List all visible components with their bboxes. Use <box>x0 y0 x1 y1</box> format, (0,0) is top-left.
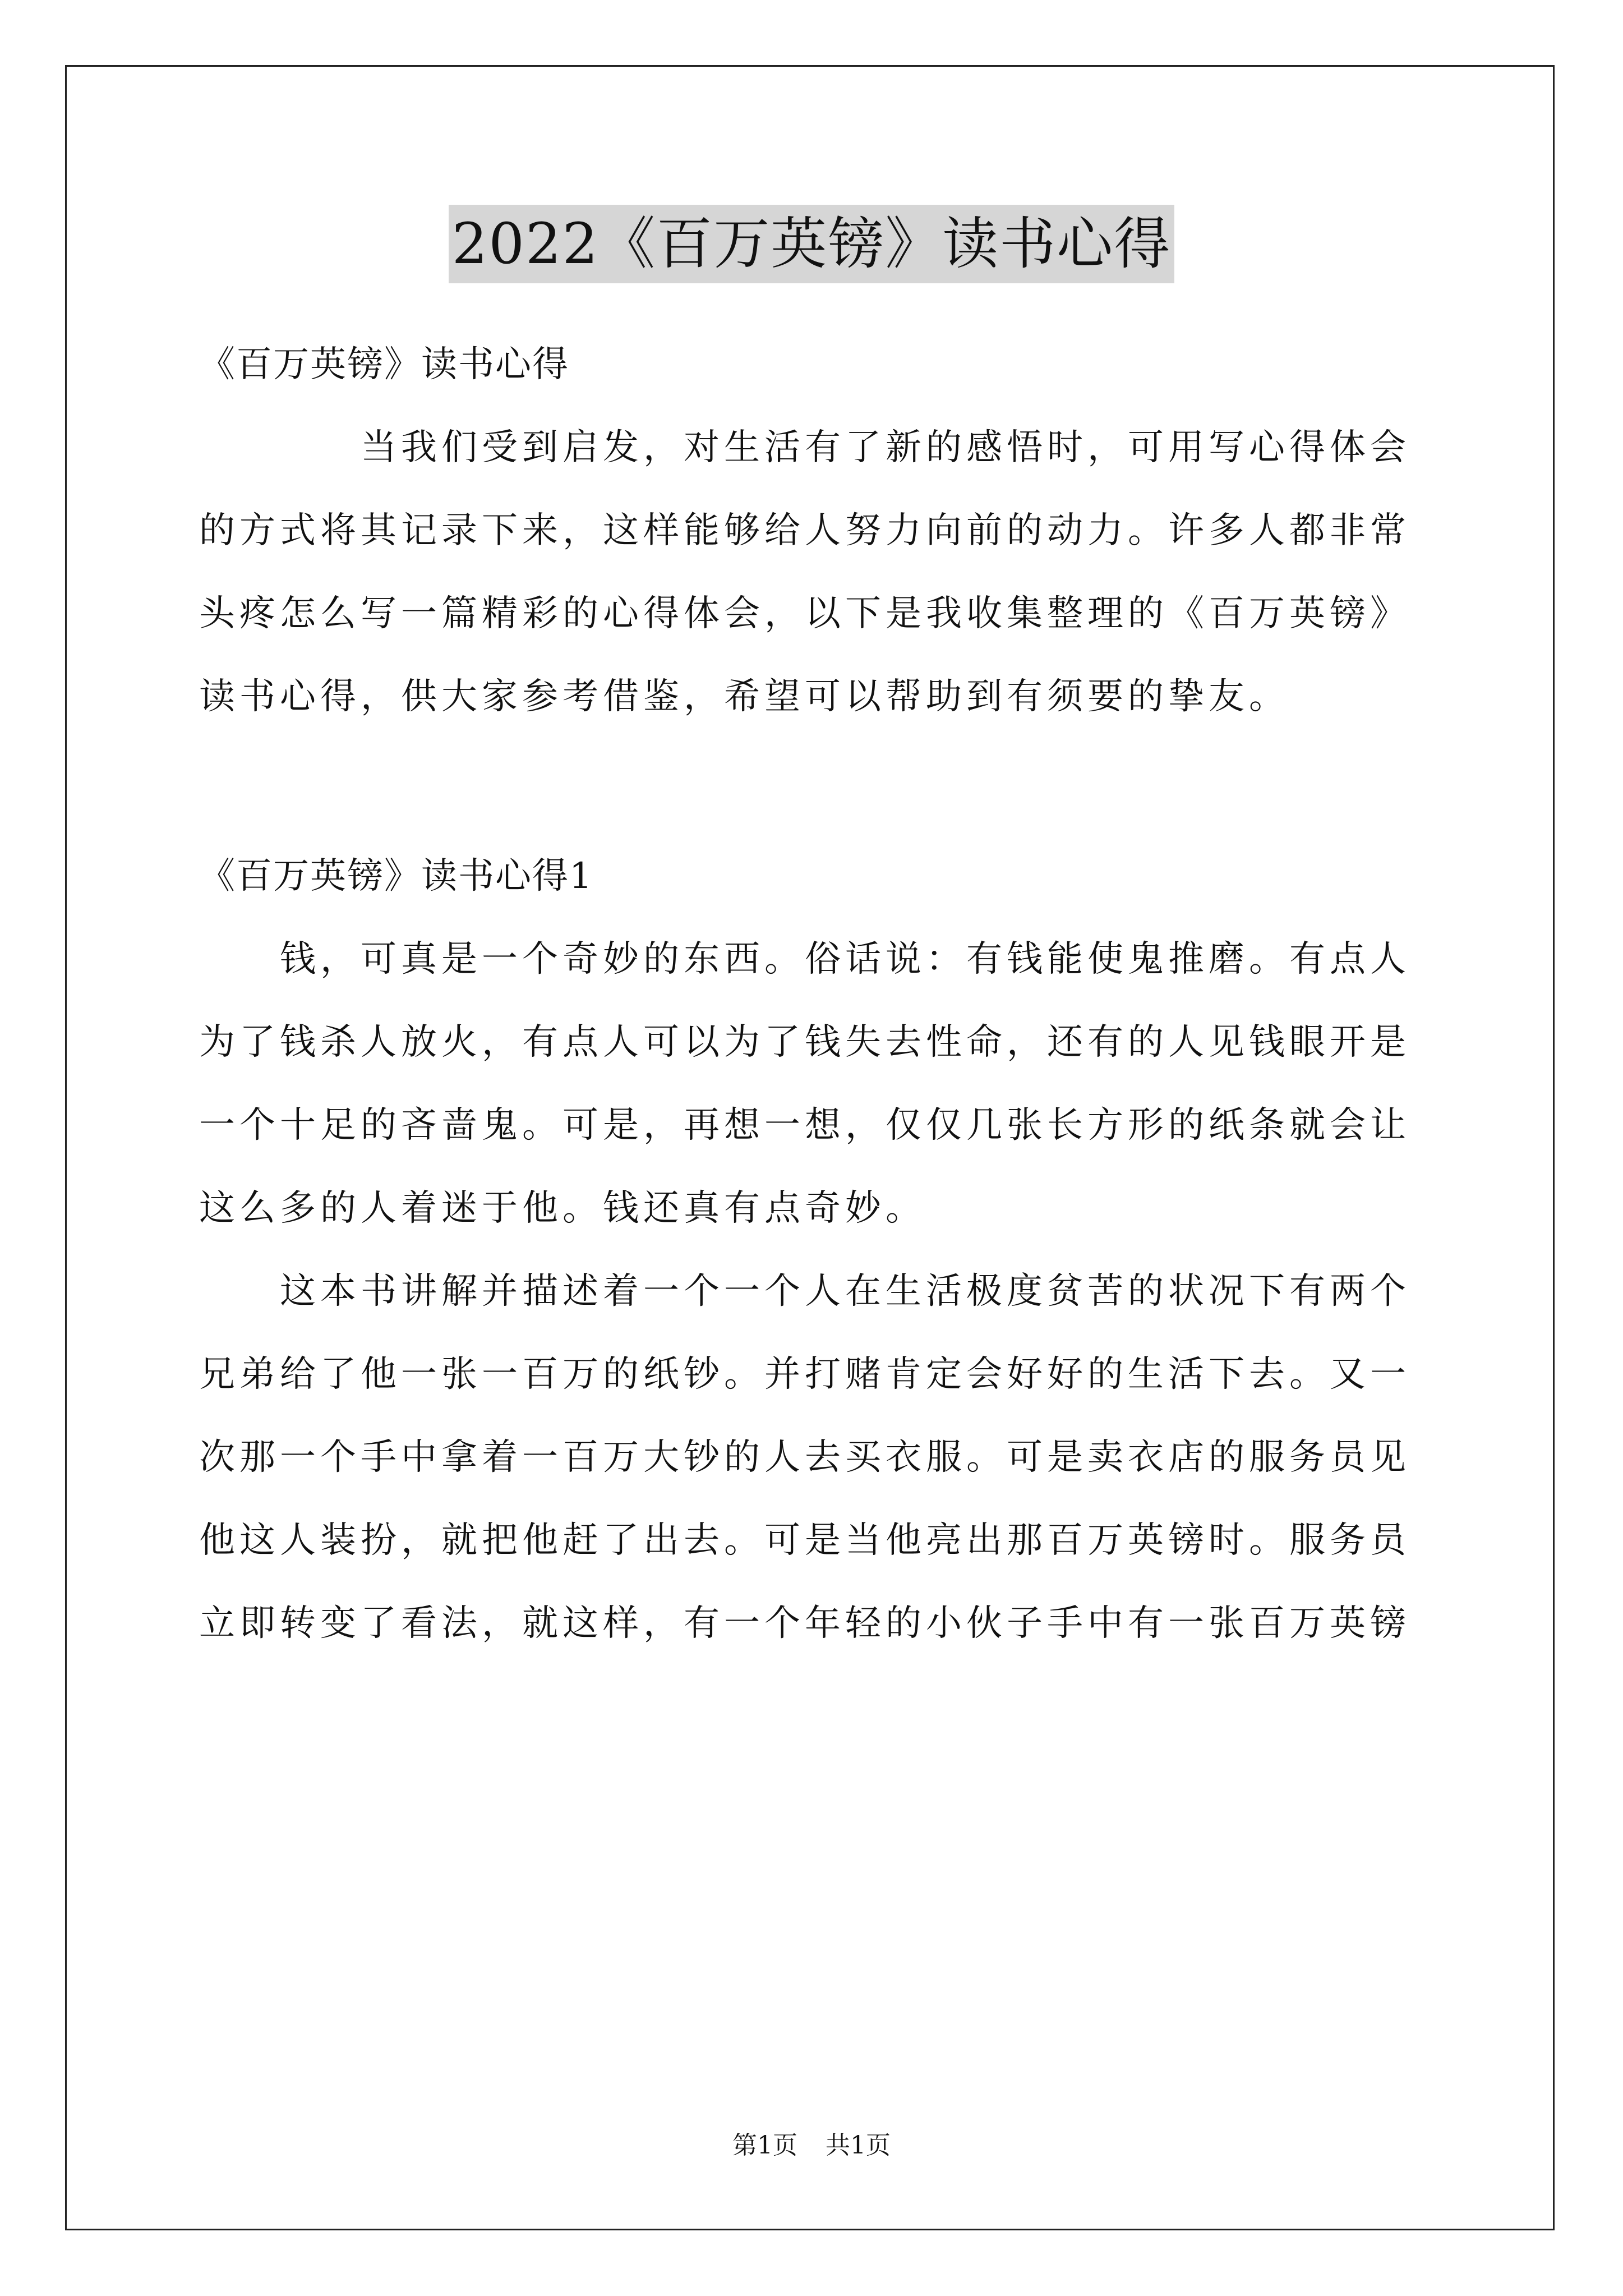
paragraph-line: 次那一个手中拿着一百万大钞的人去买衣服。可是卖衣店的服务员见 <box>199 1437 1410 1478</box>
document-body <box>199 337 1433 1651</box>
paragraph-line: 这么多的人着迷于他。钱还真有点奇妙。 <box>199 1188 926 1229</box>
section-heading: 《百万英镑》读书心得1 <box>199 855 593 897</box>
paragraph-line: 这本书讲解并描述着一个一个人在生活极度贫苦的状况下有两个 <box>280 1271 1410 1312</box>
paragraph-line: 钱，可真是一个奇妙的东西。俗话说：有钱能使鬼推磨。有点人 <box>280 938 1410 980</box>
page-footer <box>0 2129 1623 2162</box>
document-title: 2022《百万英镑》读书心得 <box>449 205 1175 283</box>
paragraph-line: 一个十足的吝啬鬼。可是，再想一想，仅仅几张长方形的纸条就会让 <box>199 1105 1410 1146</box>
intro-line: 的方式将其记录下来，这样能够给人努力向前的动力。许多人都非常 <box>199 510 1410 551</box>
paragraph-line: 他这人装扮，就把他赶了出去。可是当他亮出那百万英镑时。服务员 <box>199 1520 1410 1561</box>
intro-line: 头疼怎么写一篇精彩的心得体会，以下是我收集整理的《百万英镑》 <box>199 593 1410 634</box>
intro-line: 当我们受到启发，对生活有了新的感悟时，可用写心得体会 <box>361 427 1410 468</box>
paragraph-line: 兄弟给了他一张一百万的纸钞。并打赌肯定会好好的生活下去。又一 <box>199 1354 1410 1395</box>
intro-heading: 《百万英镑》读书心得 <box>199 344 569 385</box>
page-number: 第1页 <box>732 2131 797 2160</box>
paragraph-line: 立即转变了看法，就这样，有一个年轻的小伙子手中有一张百万英镑 <box>199 1603 1410 1644</box>
title-container <box>0 205 1623 283</box>
page-total: 共1页 <box>826 2131 891 2160</box>
intro-line: 读书心得，供大家参考借鉴，希望可以帮助到有须要的挚友。 <box>199 676 1289 717</box>
paragraph-line: 为了钱杀人放火，有点人可以为了钱失去性命，还有的人见钱眼开是 <box>199 1022 1410 1063</box>
